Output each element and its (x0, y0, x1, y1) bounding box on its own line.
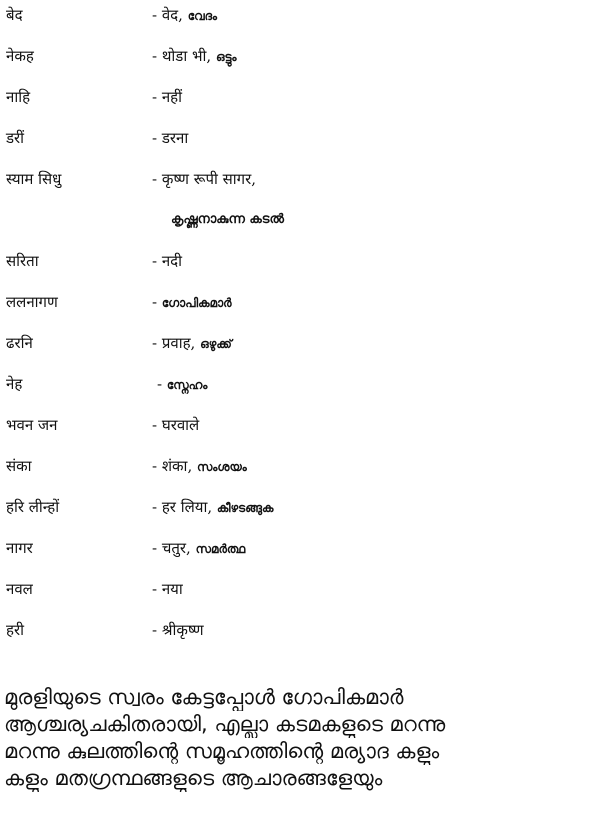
glossary-term: सरिता (6, 252, 39, 270)
explanation-paragraph (4, 684, 610, 792)
meaning-hindi: - नया (152, 580, 183, 598)
meaning-hindi: - श्रीकृष्ण (152, 621, 204, 639)
meaning-malayalam: കീഴടങ്ങുക (216, 501, 274, 515)
glossary-meaning (157, 372, 207, 397)
meaning-hindi: - घरवाले (152, 416, 200, 434)
glossary-row (0, 126, 613, 150)
meaning-hindi: - शंका, (152, 457, 197, 475)
paragraph-line: കളും മതഗ്രന്ഥങ്ങളുടെ ആചാരങ്ങളേയും (4, 766, 383, 790)
glossary-meaning (152, 495, 273, 520)
glossary-meaning (152, 577, 183, 602)
meaning-hindi: - चतुर, (152, 539, 196, 557)
meaning-malayalam: സമർത്ഥ (195, 542, 246, 556)
glossary-row (0, 167, 613, 191)
meaning-malayalam: ഒട്ടും (215, 50, 237, 64)
glossary-term: नवल (6, 580, 33, 598)
meaning-hindi: - कृष्ण रूपी सागर, (152, 170, 257, 188)
glossary-row (0, 249, 613, 273)
paragraph-line: ആശ്ചര്യചകിതരായി, എല്ലാ കടമകളുടെ മറന്നു (4, 712, 446, 736)
glossary-term: नागर (6, 539, 33, 557)
glossary-row (0, 495, 613, 519)
glossary-meaning (152, 167, 256, 192)
glossary-term: डरीं (6, 129, 25, 147)
glossary-row (0, 331, 613, 355)
meaning-continuation: കൃഷ്ണനാകുന്ന കടൽ (171, 212, 284, 227)
meaning-hindi: - प्रवाह, (152, 334, 201, 352)
glossary-row (0, 413, 613, 437)
glossary-meaning (152, 413, 199, 438)
glossary-continuation-row (0, 208, 613, 232)
glossary-term: हरी (6, 621, 24, 639)
glossary-meaning (152, 249, 182, 274)
meaning-hindi: - थोडा भी, (152, 47, 216, 65)
glossary-row (0, 372, 613, 396)
glossary-term: बेद (6, 6, 23, 24)
glossary-term: भवन जन (6, 416, 58, 434)
glossary-meaning (152, 290, 232, 315)
glossary-meaning (152, 536, 245, 561)
glossary-meaning (152, 85, 182, 110)
glossary-meaning (152, 454, 247, 479)
meaning-malayalam: ഗോപികമാർ (161, 296, 232, 310)
glossary-term: ललनागण (6, 293, 58, 311)
glossary-meaning (152, 126, 188, 151)
glossary-term: नेह (6, 375, 23, 393)
glossary-row (0, 85, 613, 109)
glossary-row (0, 454, 613, 478)
glossary-term: नाहि (6, 88, 31, 106)
glossary-term: ढरनि (6, 334, 33, 352)
glossary-term: हरि लीन्हों (6, 498, 60, 516)
glossary-row (0, 536, 613, 560)
meaning-hindi: - नदी (152, 252, 183, 270)
paragraph-line: മുരളിയുടെ സ്വരം കേട്ടപ്പോൾ ഗോപികമാർ (4, 685, 404, 709)
meaning-malayalam: സംശയം (196, 460, 247, 474)
meaning-malayalam: ഒഴുക്ക് (200, 337, 232, 351)
glossary-meaning (152, 618, 204, 643)
glossary-term: नेकह (6, 47, 34, 65)
meaning-malayalam: വേദം (187, 9, 218, 23)
glossary-row (0, 577, 613, 601)
glossary-meaning (152, 331, 232, 356)
meaning-hindi: - डरना (152, 129, 189, 147)
glossary-meaning (152, 3, 217, 28)
paragraph-line: മറന്നു കുലത്തിന്റെ സമൂഹത്തിന്റെ മര്യാദ കളും (4, 739, 440, 763)
meaning-hindi: - (152, 293, 162, 311)
glossary-row (0, 3, 613, 27)
glossary-row (0, 44, 613, 68)
meaning-hindi: - हर लिया, (152, 498, 217, 516)
meaning-hindi: - नहीं (152, 88, 183, 106)
meaning-malayalam: സ്നേഹം (166, 378, 208, 392)
glossary-row (0, 618, 613, 642)
meaning-hindi: - (157, 375, 167, 393)
glossary-row (0, 290, 613, 314)
meaning-hindi: - वेद, (152, 6, 188, 24)
glossary-term: स्याम सिधु (6, 170, 62, 188)
glossary-term: संका (6, 457, 32, 475)
glossary-meaning (152, 44, 237, 69)
